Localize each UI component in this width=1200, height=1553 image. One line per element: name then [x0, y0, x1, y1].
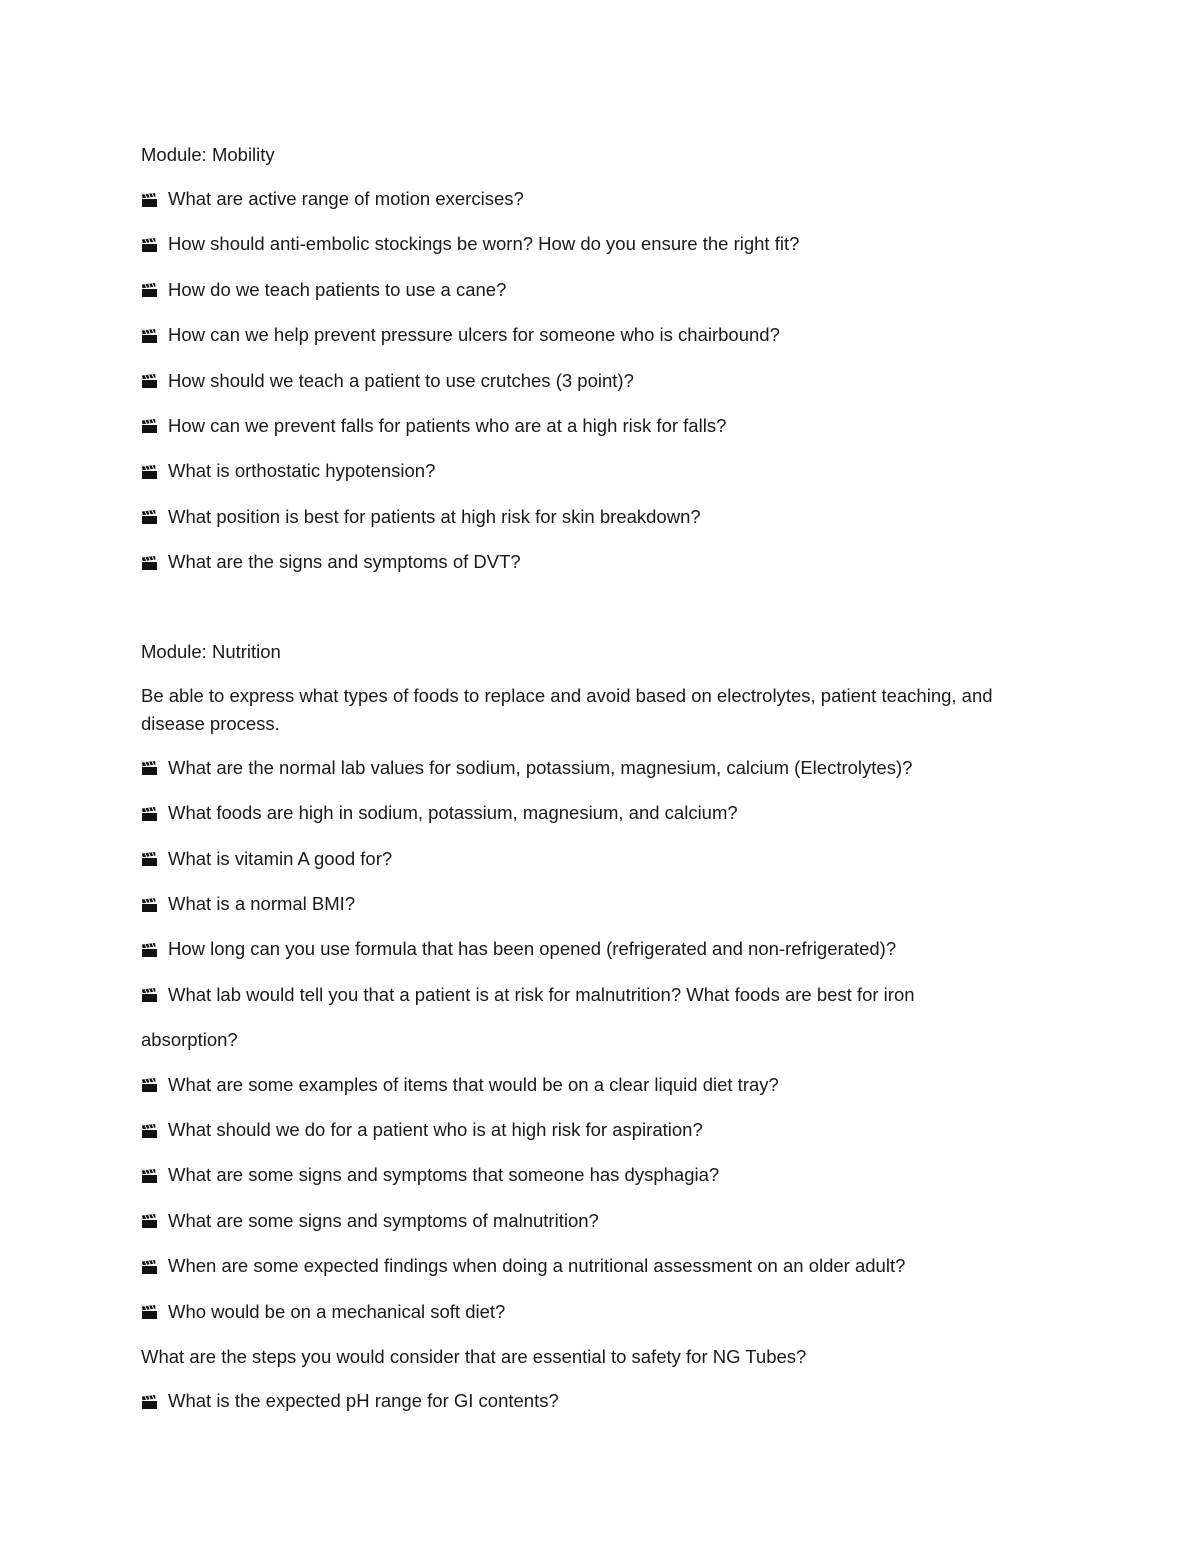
- clapperboard-bullet-icon: [141, 185, 168, 214]
- list-item-text: What are some examples of items that would be on a clear liquid diet tray?: [168, 1073, 779, 1095]
- list-item-text: What are active range of motion exercises?: [168, 188, 524, 209]
- list-item: [141, 1298, 1061, 1327]
- list-item: [141, 1252, 1061, 1281]
- clapperboard-bullet-icon: [141, 367, 168, 396]
- clapperboard-bullet-icon: [141, 981, 168, 1010]
- clapperboard-bullet-icon: [141, 548, 168, 577]
- nutrition-heading: Module: Nutrition: [141, 640, 281, 662]
- list-item-text: What lab would tell you that a patient is at risk for malnutrition? What foods are best for iron: [168, 983, 915, 1005]
- list-item: [141, 367, 1061, 396]
- list-item: [141, 799, 1061, 828]
- clapperboard-bullet-icon: [141, 230, 168, 259]
- document-page: [141, 141, 1061, 1433]
- mobility-list: [141, 185, 1061, 577]
- clapperboard-bullet-icon: [141, 799, 168, 828]
- list-item-text: Who would be on a mechanical soft diet?: [168, 1300, 506, 1322]
- list-item: [141, 457, 1061, 486]
- list-item-text: What are some signs and symptoms of malnutrition?: [168, 1209, 599, 1231]
- list-item-text: How long can you use formula that has been opened (refrigerated and non-refrigerated)?: [168, 938, 897, 960]
- ng-tubes-heading: What are the steps you would consider that are essential to safety for NG Tubes?: [141, 1345, 807, 1367]
- clapperboard-bullet-icon: [141, 276, 168, 305]
- list-item: [141, 230, 1061, 259]
- list-item-text: What should we do for a patient who is at high risk for aspiration?: [168, 1119, 703, 1141]
- list-item-text: How should anti-embolic stockings be worn? How do you ensure the right fit?: [168, 233, 800, 255]
- list-item-text: What position is best for patients at high risk for skin breakdown?: [168, 505, 701, 527]
- clapperboard-bullet-icon: [141, 1116, 168, 1145]
- clapperboard-bullet-icon: [141, 1071, 168, 1100]
- list-item: [141, 890, 1061, 919]
- list-item: [141, 1116, 1061, 1145]
- clapperboard-bullet-icon: [141, 1252, 168, 1281]
- list-item: [141, 1207, 1061, 1236]
- clapperboard-bullet-icon: [141, 890, 168, 919]
- list-item-text: What are some signs and symptoms that someone has dysphagia?: [168, 1164, 720, 1186]
- list-item-text: How should we teach a patient to use crutches (3 point)?: [168, 369, 634, 391]
- list-item-text: What are the normal lab values for sodium, potassium, magnesium, calcium (Electrolytes)?: [168, 756, 913, 778]
- list-item: [141, 1161, 1061, 1190]
- list-item: [141, 754, 1061, 783]
- list-item-text: How can we help prevent pressure ulcers for someone who is chairbound?: [168, 324, 780, 346]
- list-item-text: What is a normal BMI?: [168, 893, 356, 915]
- nutrition-list: [141, 754, 1061, 1327]
- clapperboard-bullet-icon: [141, 321, 168, 350]
- list-item-text: What foods are high in sodium, potassium, magnesium, and calcium?: [168, 802, 738, 824]
- clapperboard-bullet-icon: [141, 1161, 168, 1190]
- clapperboard-bullet-icon: [141, 503, 168, 532]
- list-item-text: What is vitamin A good for?: [168, 847, 393, 869]
- list-item-text: When are some expected findings when doing a nutritional assessment on an older adult?: [168, 1255, 906, 1277]
- list-item: [141, 412, 1061, 441]
- list-item: [141, 276, 1061, 305]
- list-item-text: How do we teach patients to use a cane?: [168, 278, 507, 300]
- clapperboard-bullet-icon: [141, 412, 168, 441]
- list-item: [141, 503, 1061, 532]
- list-item-continuation: absorption?: [141, 1029, 238, 1051]
- clapperboard-bullet-icon: [141, 845, 168, 874]
- nutrition-intro: Be able to express what types of foods to replace and avoid based on electrolytes, patient teaching, and disease process.: [141, 684, 993, 734]
- list-item: [141, 935, 1061, 964]
- clapperboard-bullet-icon: [141, 754, 168, 783]
- mobility-heading: Module: Mobility: [141, 144, 275, 165]
- clapperboard-bullet-icon: [141, 935, 168, 964]
- list-item: [141, 321, 1061, 350]
- list-item-text: What is orthostatic hypotension?: [168, 460, 436, 482]
- list-item: [141, 185, 1061, 214]
- clapperboard-bullet-icon: [141, 1298, 168, 1327]
- list-item: [141, 845, 1061, 874]
- list-item: [141, 548, 1061, 577]
- ng-tubes-list: [141, 1387, 1061, 1416]
- list-item: [141, 1387, 1061, 1416]
- list-item-text: What is the expected pH range for GI contents?: [168, 1390, 559, 1412]
- section-gap: [141, 594, 1061, 638]
- clapperboard-bullet-icon: [141, 457, 168, 486]
- clapperboard-bullet-icon: [141, 1387, 168, 1416]
- list-item-text: What are the signs and symptoms of DVT?: [168, 551, 521, 573]
- clapperboard-bullet-icon: [141, 1207, 168, 1236]
- list-item: [141, 1071, 1061, 1100]
- list-item-text: How can we prevent falls for patients who are at a high risk for falls?: [168, 414, 727, 436]
- list-item: [141, 981, 1061, 1010]
